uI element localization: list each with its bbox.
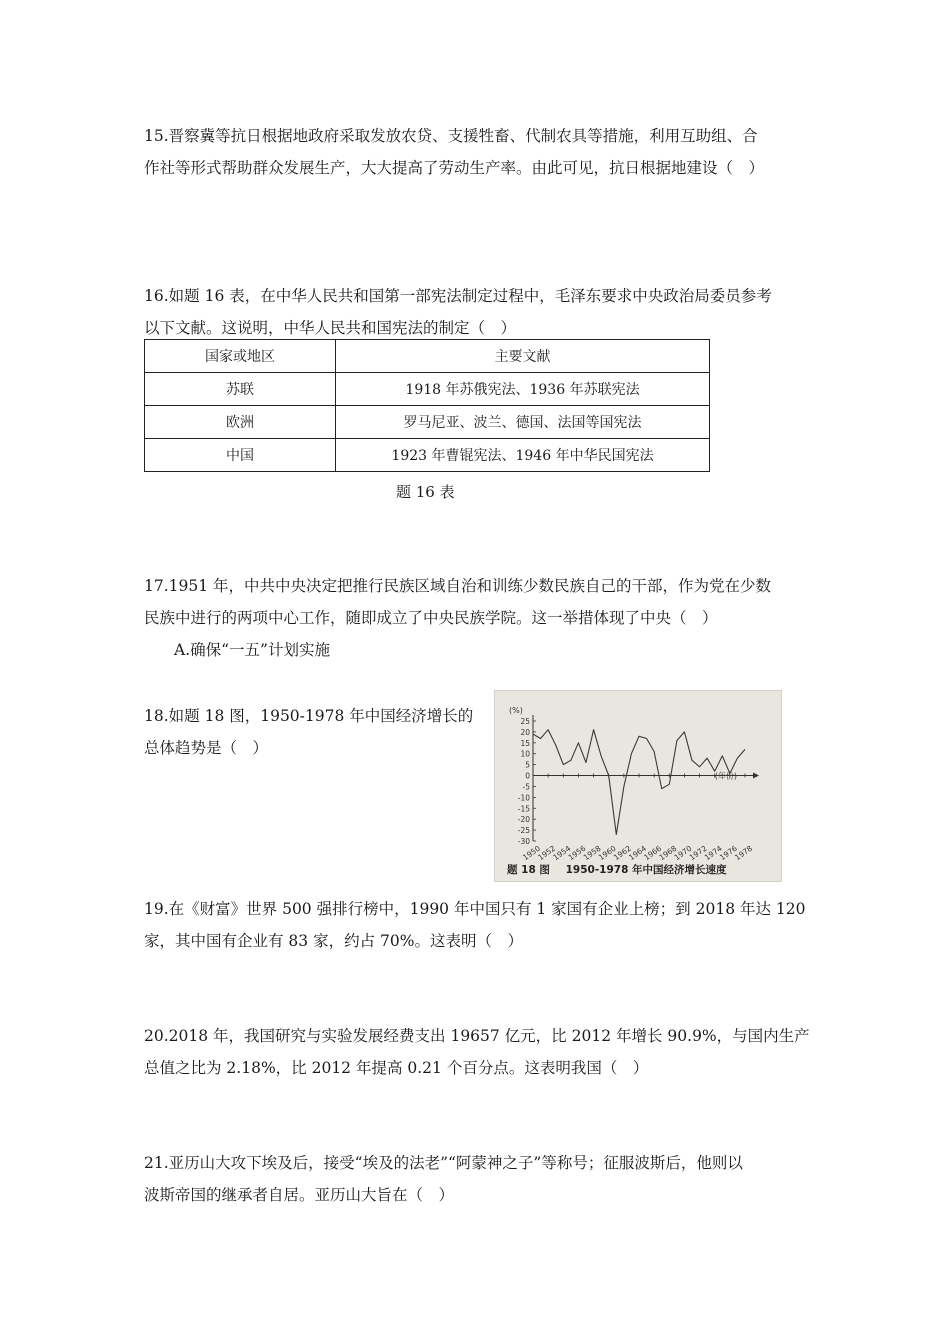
- question-15-line-2: 作社等形式帮助群众发展生产，大大提高了劳动生产率。由此可见，抗日根据地建设（ ）: [144, 159, 765, 177]
- question-18-line-1: 18.如题 18 图，1950-1978 年中国经济增长的: [144, 707, 474, 725]
- x-tick-label: 1960: [596, 843, 618, 863]
- y-tick-label: 25: [520, 717, 530, 726]
- question-15-line-1: 15.晋察冀等抗日根据地政府采取发放农贷、支援牲畜、代制农具等措施，利用互助组、合: [144, 127, 758, 145]
- question-18: [144, 700, 484, 764]
- question-17: [144, 570, 814, 666]
- table-row: [145, 373, 710, 406]
- table-cell-region: 中国: [145, 439, 336, 472]
- table-cell-documents: 1923 年曹锟宪法、1946 年中华民国宪法: [336, 439, 710, 472]
- y-tick-label: 5: [525, 760, 530, 770]
- economic-growth-chart-svg: [495, 691, 781, 881]
- x-axis-arrow: [753, 773, 759, 779]
- question-21-line-2: 波斯帝国的继承者自居。亚历山大旨在（ ）: [144, 1186, 455, 1204]
- y-tick-label: -20: [517, 815, 530, 825]
- y-tick-label: 10: [520, 749, 530, 759]
- y-tick-label: 20: [520, 727, 530, 737]
- x-axis-label: (年份): [714, 771, 737, 781]
- question-19-line-2: 家，其中国有企业有 83 家，约占 70%。这表明（ ）: [144, 932, 523, 950]
- chart-caption: [507, 863, 727, 876]
- chart-title: 1950-1978 年中国经济增长速度: [565, 864, 727, 876]
- y-axis-label: (%): [509, 706, 523, 715]
- question-15: [144, 120, 814, 184]
- table-cell-region: 欧洲: [145, 406, 336, 439]
- y-tick-label: -25: [517, 826, 530, 836]
- x-tick-label: 1954: [551, 843, 573, 863]
- growth-series-line: [533, 730, 745, 835]
- table-caption: 题 16 表: [396, 483, 455, 501]
- y-tick-label: -15: [517, 804, 530, 814]
- x-tick-label: 1952: [536, 843, 558, 863]
- table-header-row: [145, 340, 710, 373]
- y-tick-label: -10: [517, 793, 530, 803]
- y-tick-label: -5: [522, 782, 530, 792]
- economic-growth-chart: [494, 690, 782, 882]
- table-row: [145, 406, 710, 439]
- x-tick-label: 1958: [581, 843, 603, 863]
- x-tick-label: 1956: [566, 843, 588, 863]
- chart-figure-label: 题 18 图: [507, 864, 550, 876]
- y-tick-label: -30: [517, 837, 530, 846]
- y-tick-label: 15: [520, 738, 530, 748]
- table-cell-documents: 1918 年苏俄宪法、1936 年苏联宪法: [336, 373, 710, 406]
- table-cell-region: 苏联: [145, 373, 336, 406]
- x-tick-label: 1978: [733, 843, 754, 863]
- question-21-line-1: 21.亚历山大攻下埃及后，接受“埃及的法老”“阿蒙神之子”等称号；征服波斯后，他则以: [144, 1154, 743, 1172]
- question-17-line-2: 民族中进行的两项中心工作，随即成立了中央民族学院。这一举措体现了中央（ ）: [144, 609, 718, 627]
- table-header-documents: 主要文献: [336, 340, 710, 373]
- question-20-line-2: 总值之比为 2.18%，比 2012 年提高 0.21 个百分点。这表明我国（ ）: [144, 1059, 649, 1077]
- question-21: [144, 1147, 814, 1211]
- question-17-option-a: A.确保“一五”计划实施: [174, 641, 330, 659]
- x-tick-label: 1976: [718, 843, 739, 863]
- x-tick-label: 1970: [672, 843, 694, 863]
- x-tick-label: 1974: [702, 843, 724, 863]
- x-tick-label: 1950: [521, 843, 542, 863]
- x-tick-label: 1966: [642, 843, 664, 863]
- x-tick-label: 1972: [687, 843, 709, 863]
- question-20-line-1: 20.2018 年，我国研究与实验发展经费支出 19657 亿元，比 2012 年增长 90.9%，与国内生产: [144, 1027, 810, 1045]
- constitution-reference-table: [144, 339, 710, 472]
- question-18-line-2: 总体趋势是（ ）: [144, 739, 269, 757]
- question-16: [144, 280, 814, 344]
- table-header-region: 国家或地区: [145, 340, 336, 373]
- question-16-line-2: 以下文献。这说明，中华人民共和国宪法的制定（ ）: [144, 319, 517, 337]
- question-16-line-1: 16.如题 16 表，在中华人民共和国第一部宪法制定过程中，毛泽东要求中央政治局委员参考: [144, 287, 772, 305]
- x-tick-label: 1968: [657, 843, 679, 863]
- question-17-line-1: 17.1951 年，中共中央决定把推行民族区域自治和训练少数民族自己的干部，作为党在少数: [144, 577, 772, 595]
- x-tick-label: 1962: [612, 843, 633, 863]
- table-row: [145, 439, 710, 472]
- question-19: [144, 893, 814, 957]
- x-tick-label: 1964: [627, 843, 648, 863]
- question-19-line-1: 19.在《财富》世界 500 强排行榜中，1990 年中国只有 1 家国有企业上榜；到 2018 年达 120: [144, 900, 806, 918]
- table-cell-documents: 罗马尼亚、波兰、德国、法国等国宪法: [336, 406, 710, 439]
- y-tick-label: 0: [525, 771, 530, 781]
- question-20: [144, 1020, 814, 1084]
